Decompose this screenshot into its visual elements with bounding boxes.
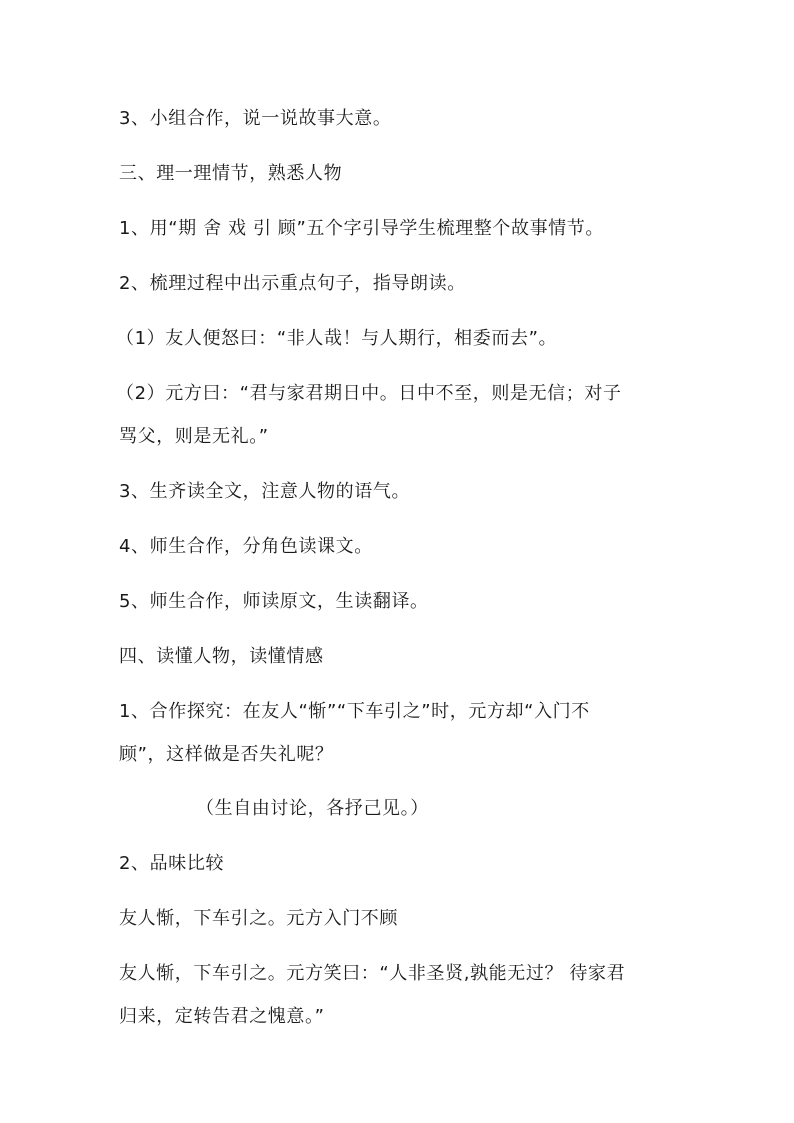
section-heading-3: 三、理一理情节，熟悉人物 <box>119 163 343 184</box>
text-line-step3-summary: 3、小组合作，说一说故事大意。 <box>119 108 392 129</box>
quote-line-1: （1）友人便怒曰：“非人哉！与人期行，相委而去”。 <box>116 328 558 349</box>
text-line-explore-b: 顾”，这样做是否失礼呢？ <box>119 744 334 765</box>
quote-line-2a: （2）元方曰：“君与家君期日中。日中不至，则是无信；对子 <box>116 383 622 404</box>
text-line-step1-plot: 1、用“期 舍 戏 引 顾”五个字引导学生梳理整个故事情节。 <box>119 218 604 239</box>
text-line-compare-rewrite-a: 友人惭，下车引之。元方笑曰：“人非圣贤,孰能无过？ 待家君 <box>119 963 626 984</box>
text-line-compare-rewrite-b: 归来，定转告君之愧意。” <box>119 1006 325 1027</box>
text-line-step5-translate: 5、师生合作，师读原文，生读翻译。 <box>119 591 429 612</box>
text-line-compare-original: 友人惭，下车引之。元方入门不顾 <box>119 908 398 929</box>
text-line-step4-roles: 4、师生合作，分角色读课文。 <box>119 536 373 557</box>
text-line-explore-a: 1、合作探究：在友人“惭”“下车引之”时，元方却“入门不 <box>119 701 590 722</box>
section-heading-4: 四、读懂人物，读懂情感 <box>119 646 324 667</box>
text-line-step2-key-sentences: 2、梳理过程中出示重点句子，指导朗读。 <box>119 273 466 294</box>
text-line-step3-read: 3、生齐读全文，注意人物的语气。 <box>119 481 411 502</box>
quote-line-2b: 骂父，则是无礼。” <box>119 426 269 447</box>
text-line-compare-heading: 2、品味比较 <box>119 853 225 874</box>
text-line-discussion-note: （生自由讨论，各抒己见。） <box>196 798 429 819</box>
